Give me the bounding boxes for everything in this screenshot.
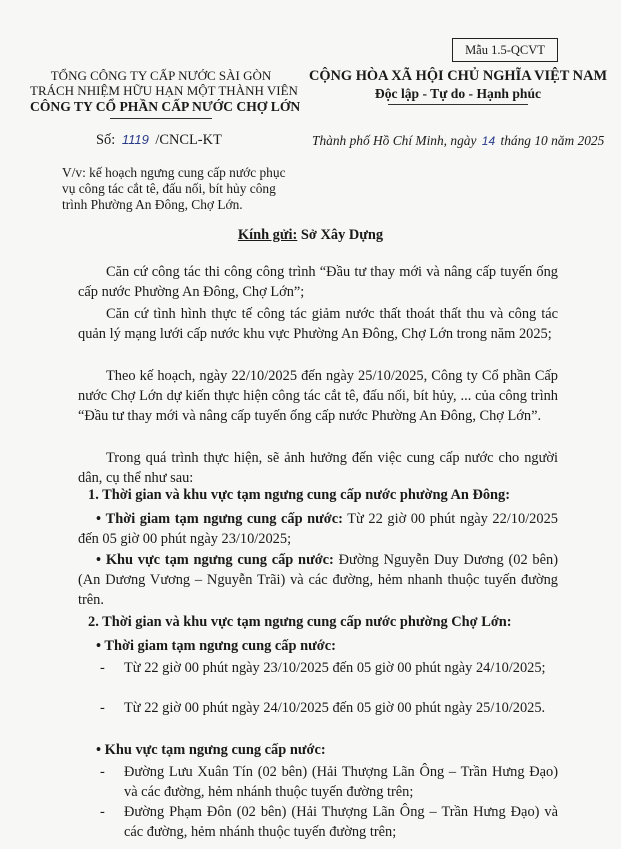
date-rest: tháng 10 năm 2025 [500, 133, 605, 148]
recipient-name: Sở Xây Dựng [300, 227, 384, 243]
bullet-glyph: • [96, 742, 102, 758]
org-block [30, 68, 301, 115]
doc-number-suffix: /CNCL-KT [155, 132, 222, 148]
section2-area-street-2: Đường Phạm Đôn (02 bên) (Hải Thượng Lãn Ông – Trần Hưng Đạo) và các đường, hẻm nhánh thuộc tuyến đường trên; [124, 804, 558, 840]
bullet-glyph: • [96, 511, 102, 527]
doc-number-prefix: Số: [96, 132, 116, 148]
section2-time-item [96, 636, 336, 656]
subject-line3: trình Phường An Đông, Chợ Lớn. [62, 197, 243, 212]
paragraph-basis-loss-reduction: Căn cứ tình hình thực tế công tác giảm nước thất thoát thất thu và công tác quản lý mạng lưới cấp nước khu vực Phường An Đông, Chợ Lớn trong năm 2025; [78, 306, 558, 342]
org-name: CÔNG TY CỔ PHẦN CẤP NƯỚC CHỢ LỚN [30, 99, 301, 114]
section1-time-label: Thời giam tạm ngưng cung cấp nước: [105, 511, 343, 527]
dash-glyph: - [100, 764, 105, 780]
paragraph-basis-project: Căn cứ công tác thi công công trình “Đầu tư thay mới và nâng cấp tuyến ống cấp nước Phường An Đông, Chợ Lớn”; [78, 264, 558, 300]
date-line [312, 132, 604, 150]
recipient-line [0, 226, 621, 244]
date-day-handwritten: 14 [481, 134, 496, 148]
org-underline [110, 118, 212, 119]
document-number [96, 131, 222, 149]
paragraph-impact: Trong quá trình thực hiện, sẽ ảnh hưởng đến việc cung cấp nước cho người dân, cụ thể như sau: [78, 450, 558, 486]
nation-block [308, 68, 608, 102]
section1-area-text: Đường Nguyễn Duy Dương (02 bên) (An Dương Vương – Nguyễn Trãi) và các đường, hẻm nhanh thuộc tuyến đường trên. [78, 552, 558, 608]
date-prefix: Thành phố Hồ Chí Minh, ngày [312, 133, 477, 148]
section2-area-street-1: Đường Lưu Xuân Tín (02 bên) (Hải Thượng Lãn Ông – Trần Hưng Đạo) và các đường, hẻm nhánh thuộc tuyến đường trên; [124, 764, 558, 800]
bullet-glyph: • [96, 552, 102, 568]
section1-heading: 1. Thời gian và khu vực tạm ngưng cung cấp nước phường An Đông: [88, 487, 511, 503]
section2-time-range-2: Từ 22 giờ 00 phút ngày 24/10/2025 đến 05 giờ 00 phút ngày 25/10/2025. [124, 700, 546, 716]
bullet-glyph: • [96, 638, 102, 654]
section2-heading: 2. Thời gian và khu vực tạm ngưng cung cấp nước phường Chợ Lớn: [88, 614, 512, 630]
form-code-box: Mẫu 1.5-QCVT [452, 38, 558, 62]
org-parent-line2: TRÁCH NHIỆM HỮU HẠN MỘT THÀNH VIÊN [30, 83, 298, 98]
section2-area-label: Khu vực tạm ngưng cung cấp nước: [104, 742, 326, 758]
section2-time-range-1: Từ 22 giờ 00 phút ngày 23/10/2025 đến 05 giờ 00 phút ngày 24/10/2025; [124, 660, 546, 676]
section1-area-item [78, 550, 558, 610]
paragraph-plan: Theo kế hoạch, ngày 22/10/2025 đến ngày 25/10/2025, Công ty Cổ phần Cấp nước Chợ Lớn dự kiến thực hiện công tác cắt tê, đấu nối, bít hủy, ... của công trình “Đầu tư thay mới và nâng cấp tuyến ống cấp nước Phường An Đông, Chợ Lớn”. [78, 368, 558, 424]
section1-area-label: Khu vực tạm ngưng cung cấp nước: [105, 552, 334, 568]
org-parent-line1: TỔNG CÔNG TY CẤP NƯỚC SÀI GÒN [50, 68, 272, 83]
motto-underline [388, 104, 528, 105]
doc-number-handwritten: 1119 [121, 132, 149, 147]
nation-title: CỘNG HÒA XÃ HỘI CHỦ NGHĨA VIỆT NAM [308, 68, 608, 84]
dash-glyph: - [100, 700, 105, 716]
dash-glyph: - [100, 804, 105, 820]
section1-time-item [78, 509, 558, 549]
nation-motto: Độc lập - Tự do - Hạnh phúc [374, 86, 542, 101]
dash-glyph: - [100, 660, 105, 676]
subject-line1: V/v: kế hoạch ngưng cung cấp nước phục [62, 165, 286, 180]
subject-block [62, 165, 286, 213]
recipient-label: Kính gửi: [237, 227, 298, 243]
section2-area-item [96, 740, 326, 760]
section2-time-label: Thời giam tạm ngưng cung cấp nước: [104, 638, 336, 654]
section1-time-text: Từ 22 giờ 00 phút ngày 22/10/2025 đến 05 giờ 00 phút ngày 23/10/2025; [78, 511, 558, 547]
subject-line2: vụ công tác cắt tê, đấu nối, bít hủy công [62, 181, 276, 196]
